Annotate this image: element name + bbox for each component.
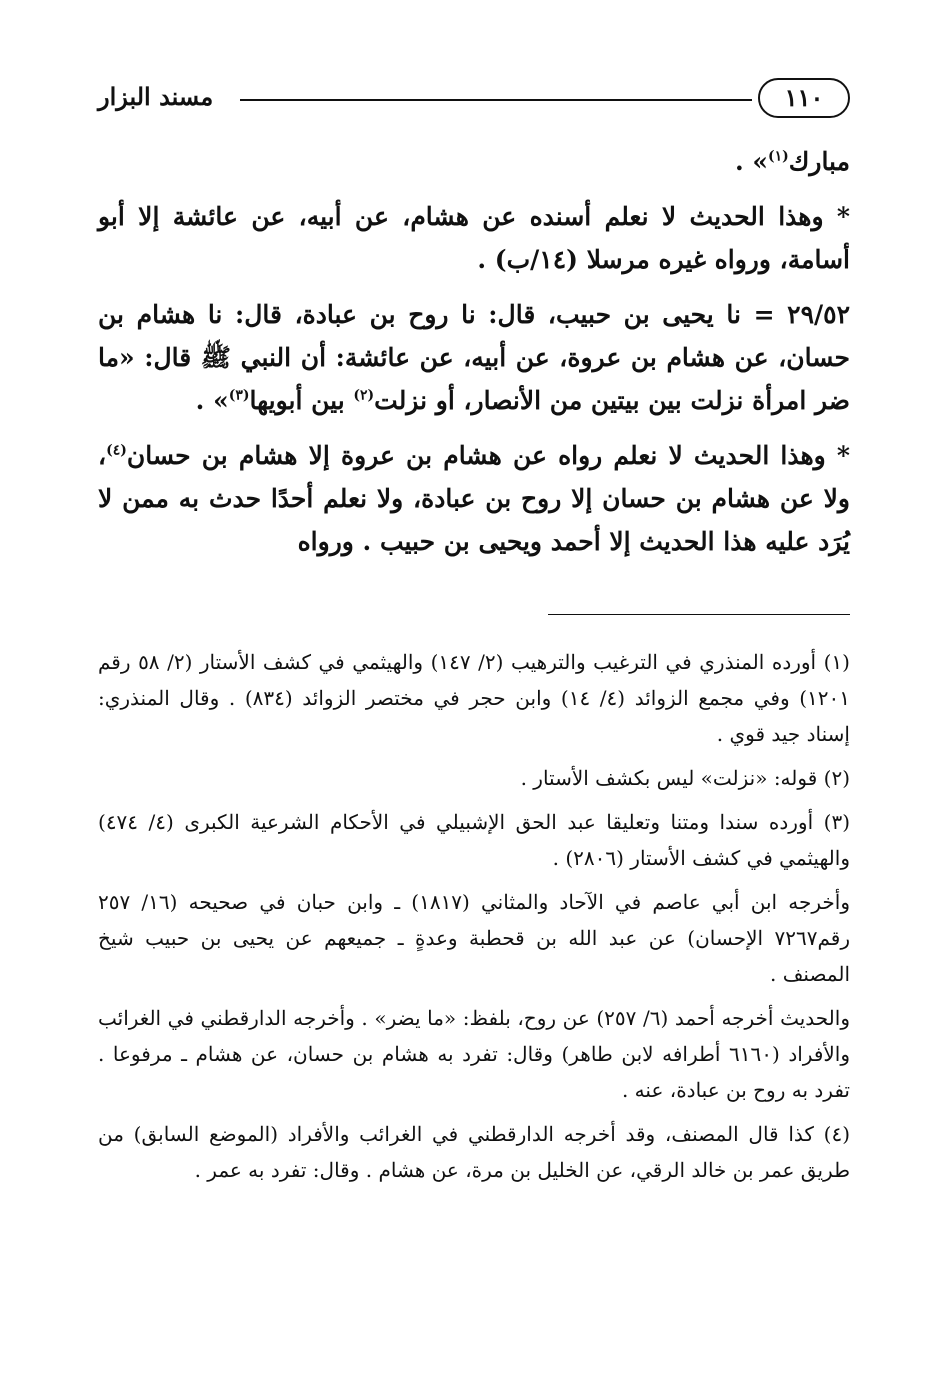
footnotes	[98, 644, 850, 1196]
footnote-ref[interactable]: (١)	[767, 148, 789, 165]
footnote-separator	[548, 614, 850, 615]
footnote-ref[interactable]: (٣)	[228, 387, 250, 404]
hadith-paragraph	[98, 293, 850, 422]
footnote: (٣) أورده سندا ومتنا وتعليقا عبد الحق الإشبيلي في الأحكام الشرعية الكبرى (٤/ ٤٧٤) والهيثمي في كشف الأستار (٢٨٠٦) .	[98, 810, 850, 870]
paragraph	[98, 434, 850, 563]
header-rule	[240, 99, 752, 101]
main-text	[98, 140, 850, 563]
paragraph	[98, 140, 850, 183]
page-number-badge: ١١٠	[758, 78, 850, 118]
footnote: وأخرجه ابن أبي عاصم في الآحاد والمثاني (١٨١٧) ـ وابن حبان في صحيحه (١٦/ ٢٥٧ رقم٧٢٦٧ الإحسان) عن عبد الله بن قحطبة وعدةٍ ـ جميعهم عن يحيى بن حبيب شيخ المصنف .	[98, 890, 850, 986]
footnote: (٤) كذا قال المصنف، وقد أخرجه الدارقطني في الغرائب والأفراد (الموضع السابق) من طريق عمر بن خالد الرقي، عن الخليل بن مرة، عن هشام . وقال: تفرد به عمر .	[98, 1122, 850, 1182]
paragraph: * وهذا الحديث لا نعلم أسنده عن هشام، عن أبيه، عن عائشة إلا أبو أسامة، ورواه غيره مرسلا (١٤/ب) .	[98, 202, 850, 274]
footnote-ref[interactable]: (٢)	[353, 387, 375, 404]
paragraph-text: ، ولا عن هشام بن حسان إلا روح بن عبادة، ولا نعلم أحدًا حدث به ممن لا يُرَد عليه هذا الحديث إلا أحمد ويحيى بن حبيب . ورواه	[98, 441, 850, 556]
paragraph-text: * وهذا الحديث لا نعلم رواه عن هشام بن عروة إلا هشام بن حسان	[126, 441, 850, 470]
paragraph-text: مبارك	[788, 147, 850, 176]
paragraph-text: بين أبويها	[249, 386, 354, 415]
paragraph-text: ٢٩/٥٢ = نا يحيى بن حبيب، قال: نا روح بن عبادة، قال: نا هشام بن حسان، عن هشام بن عروة، عن أبيه، عن عائشة: أن النبي ﷺ قال: «ما ضر امرأة نزلت بين بيتين من الأنصار، أو نزلت	[98, 300, 850, 415]
book-title: مسند البزار	[98, 82, 214, 111]
paragraph-text: » .	[195, 386, 229, 415]
footnote: (١) أورده المنذري في الترغيب والترهيب (٢/ ١٤٧) والهيثمي في كشف الأستار (٢/ ٥٨ رقم ١٢٠١) وفي مجمع الزوائد (٤/ ١٤) وابن حجر في مختصر الزوائد (٨٣٤) . وقال المنذري: إسناد جيد قوي .	[98, 650, 851, 746]
paragraph-text: » .	[734, 147, 768, 176]
footnote-ref[interactable]: (٤)	[106, 442, 127, 459]
footnote: والحديث أخرجه أحمد (٦/ ٢٥٧) عن روح، بلفظ: «ما يضر» . وأخرجه الدارقطني في الغرائب والأفراد (٦١٦٠ أطرافه لابن طاهر) وقال: تفرد به هشام بن حسان، عن هشام ـ مرفوعا . تفرد به روح بن عبادة، عنه .	[98, 1006, 851, 1102]
footnote: (٢) قوله: «نزلت» ليس بكشف الأستار .	[520, 766, 850, 790]
running-header	[98, 78, 850, 122]
